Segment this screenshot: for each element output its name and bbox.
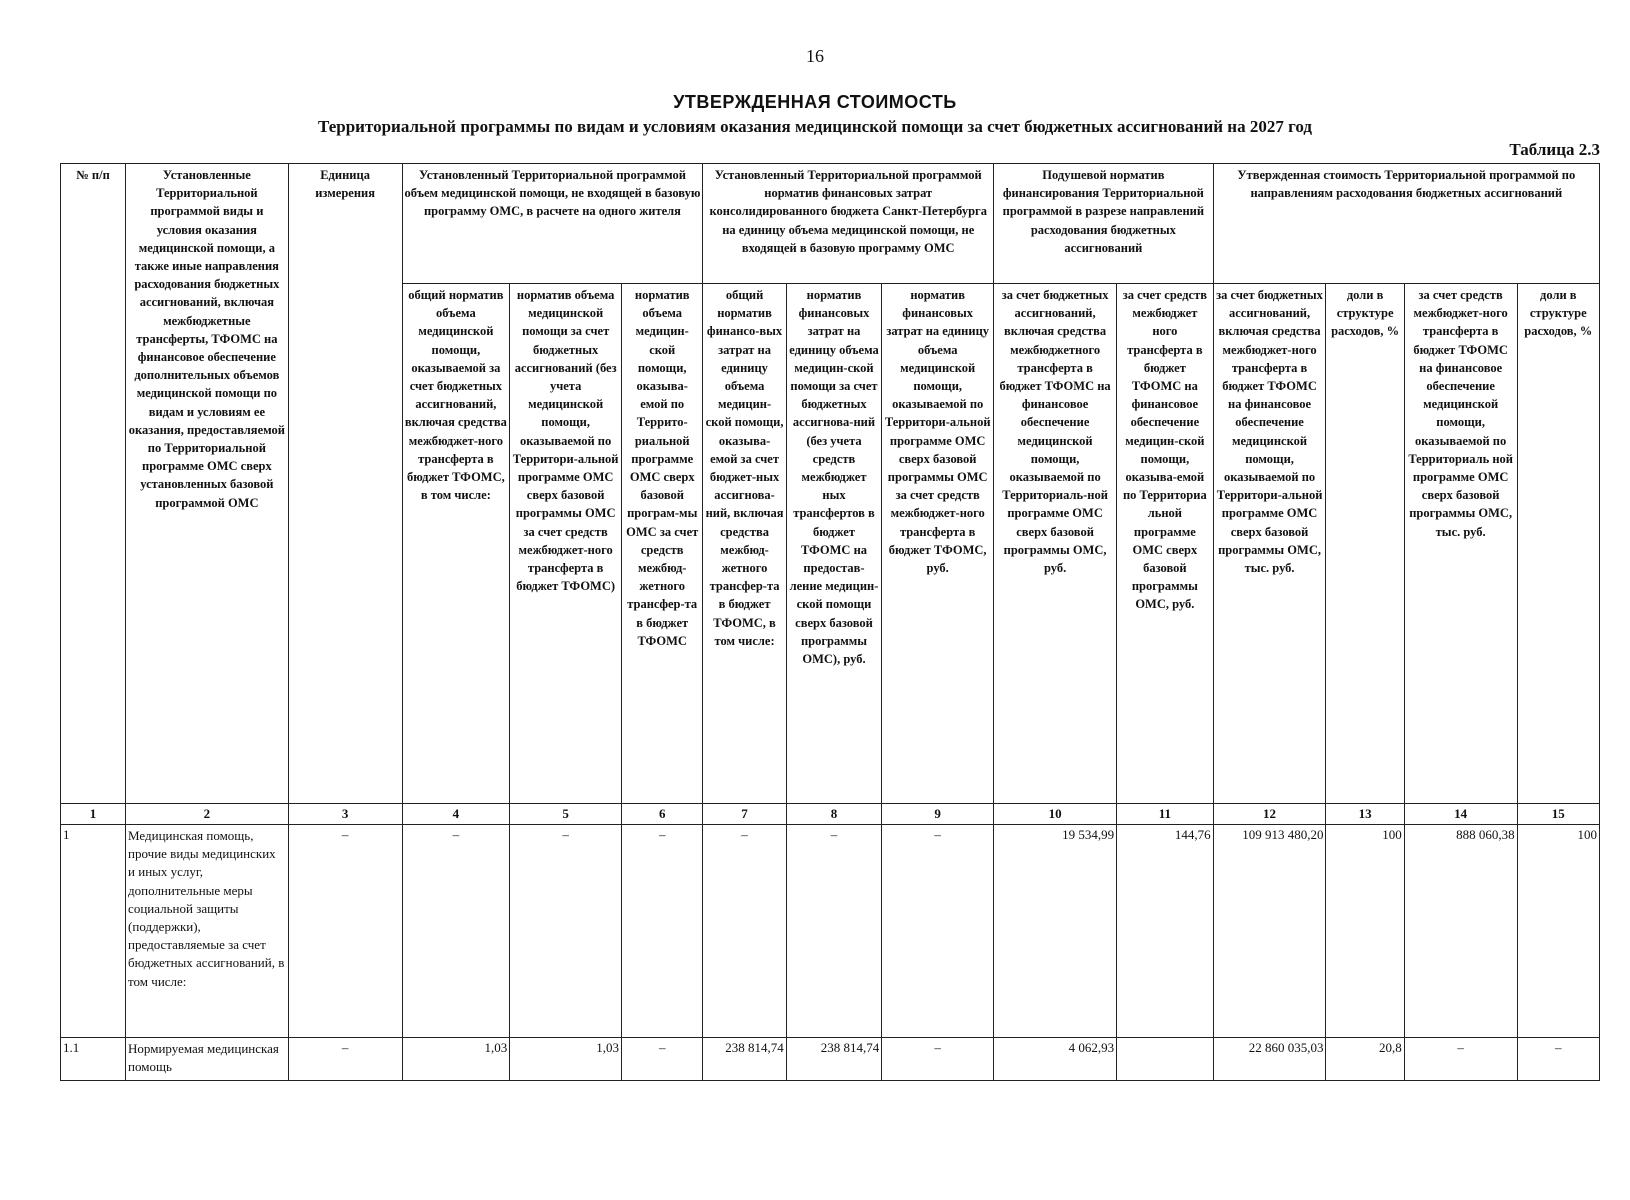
header-row-groups bbox=[61, 164, 1600, 284]
cell-c11 bbox=[1117, 1038, 1214, 1081]
header-col10: за счет бюджетных ассигнований, включая средства межбюджетного трансферта в бюджет ТФОМС на финансовое обеспечение медицинской помощи, оказываемой по Территориаль-ной программе ОМС сверх базовой программы ОМС, руб. bbox=[994, 284, 1117, 804]
header-col12: за счет бюджетных ассигнований, включая средства межбюджет-ного трансферта в бюджет ТФОМС на финансовое обеспечение медицинской помощи, оказываемой по Территори-альной программе ОМС сверх базовой программы ОМС, тыс. руб. bbox=[1213, 284, 1326, 804]
row-number: 1 bbox=[61, 825, 126, 1038]
column-number: 10 bbox=[994, 804, 1117, 825]
cell-c9: – bbox=[882, 1038, 994, 1081]
column-number: 6 bbox=[622, 804, 703, 825]
cell-c7: – bbox=[703, 825, 786, 1038]
header-col1: № п/п bbox=[61, 164, 126, 804]
column-number: 15 bbox=[1517, 804, 1599, 825]
column-number: 9 bbox=[882, 804, 994, 825]
cell-c15: 100 bbox=[1517, 825, 1599, 1038]
column-number: 8 bbox=[786, 804, 882, 825]
row-number: 1.1 bbox=[61, 1038, 126, 1081]
header-group-cost-norm: Установленный Территориальной программой норматив финансовых затрат консолидированного бюджета Санкт-Петербурга на единицу объема медицинской помощи, не входящей в базовую программу ОМС bbox=[703, 164, 994, 284]
column-number: 13 bbox=[1326, 804, 1404, 825]
header-col13: доли в структуре расходов, % bbox=[1326, 284, 1404, 804]
cell-c4: – bbox=[402, 825, 510, 1038]
column-number: 2 bbox=[126, 804, 289, 825]
cell-c5: 1,03 bbox=[510, 1038, 622, 1081]
cell-c4: 1,03 bbox=[402, 1038, 510, 1081]
row-unit: – bbox=[288, 825, 402, 1038]
header-col7: общий норматив финансо-вых затрат на единицу объема медицин-ской помощи, оказыва-емой за счет бюджет-ных ассигнова-ний, включая средства межбюд-жетного трансфер-та в бюджет ТФОМС, в том числе: bbox=[703, 284, 786, 804]
column-number-row bbox=[61, 804, 1600, 825]
header-col15: доли в структуре расходов, % bbox=[1517, 284, 1599, 804]
header-col6: норматив объема медицин-ской помощи, оказыва-емой по Террито-риальной программе ОМС сверх базовой програм-мы ОМС за счет средств межбюд-жетного трансфер-та в бюджет ТФОМС bbox=[622, 284, 703, 804]
column-number: 11 bbox=[1117, 804, 1214, 825]
document-subtitle: Территориальной программы по видам и условиям оказания медицинской помощи за счет бюджетных ассигнований на 2027 год bbox=[318, 117, 1312, 136]
cell-c10: 19 534,99 bbox=[994, 825, 1117, 1038]
row-name: Нормируемая медицинская помощь bbox=[126, 1038, 289, 1081]
cell-c12: 109 913 480,20 bbox=[1213, 825, 1326, 1038]
document-title: УТВЕРЖДЕННАЯ СТОИМОСТЬ bbox=[673, 92, 957, 112]
header-group-volume: Установленный Территориальной программой объем медицинской помощи, не входящей в базовую программу ОМС, в расчете на одного жителя bbox=[402, 164, 703, 284]
column-number: 3 bbox=[288, 804, 402, 825]
header-col3: Единица измерения bbox=[288, 164, 402, 804]
cell-c13: 20,8 bbox=[1326, 1038, 1404, 1081]
header-col5: норматив объема медицинской помощи за счет бюджетных ассигнований (без учета медицинской помощи, оказываемой по Территори-альной программе ОМС сверх базовой программы ОМС за счет средств межбюджет-ного трансферта в бюджет ТФОМС) bbox=[510, 284, 622, 804]
cell-c9: – bbox=[882, 825, 994, 1038]
column-number: 5 bbox=[510, 804, 622, 825]
page-number: 16 bbox=[806, 46, 824, 66]
column-number: 14 bbox=[1404, 804, 1517, 825]
header-col2: Установленные Территориальной программой виды и условия оказания медицинской помощи, а также иные направления расходования бюджетных ассигнований, включая межбюджетные трансферты, ТФОМС на финансовое обеспечение дополнительных объемов медицинской помощи по видам и условиям ее оказания, предоставляемой по Территориальной программе ОМС сверх установленных базовой программой ОМС bbox=[126, 164, 289, 804]
table-label: Таблица 2.3 bbox=[1509, 140, 1600, 159]
cell-c8: 238 814,74 bbox=[786, 1038, 882, 1081]
header-group-approved: Утвержденная стоимость Территориальной программой по направлениям расходования бюджетных ассигнований bbox=[1213, 164, 1599, 284]
column-number: 12 bbox=[1213, 804, 1326, 825]
cell-c6: – bbox=[622, 1038, 703, 1081]
column-number: 4 bbox=[402, 804, 510, 825]
cell-c11: 144,76 bbox=[1117, 825, 1214, 1038]
cell-c14: 888 060,38 bbox=[1404, 825, 1517, 1038]
cell-c15: – bbox=[1517, 1038, 1599, 1081]
header-col8: норматив финансовых затрат на единицу объема медицин-ской помощи за счет бюджетных ассигнова-ний (без учета средств межбюджет ных трансфертов в бюджет ТФОМС на предостав-ление медицин-ской помощи сверх базовой программы ОМС), руб. bbox=[786, 284, 882, 804]
cell-c14: – bbox=[1404, 1038, 1517, 1081]
cell-c10: 4 062,93 bbox=[994, 1038, 1117, 1081]
table-row bbox=[61, 1038, 1600, 1081]
row-name: Медицинская помощь, прочие виды медицинских и иных услуг, дополнительные меры социальной защиты (поддержки), предоставляемые за счет бюджетных ассигнований, в том числе: bbox=[126, 825, 289, 1038]
header-group-per-capita: Подушевой норматив финансирования Территориальной программой в разрезе направлений расходования бюджетных ассигнований bbox=[994, 164, 1214, 284]
row-unit: – bbox=[288, 1038, 402, 1081]
header-col9: норматив финансовых затрат на единицу объема медицинской помощи, оказываемой по Территори-альной программе ОМС сверх базовой программы ОМС за счет средств межбюджет-ного трансферта в бюджет ТФОМС, руб. bbox=[882, 284, 994, 804]
cell-c6: – bbox=[622, 825, 703, 1038]
column-number: 7 bbox=[703, 804, 786, 825]
header-col14: за счет средств межбюджет-ного трансферта в бюджет ТФОМС на финансовое обеспечение медицинской помощи, оказываемой по Территориаль ной программе ОМС сверх базовой программы ОМС, тыс. руб. bbox=[1404, 284, 1517, 804]
cell-c13: 100 bbox=[1326, 825, 1404, 1038]
cell-c5: – bbox=[510, 825, 622, 1038]
header-col4: общий норматив объема медицинской помощи, оказываемой за счет бюджетных ассигнований, включая средства межбюджет-ного трансферта в бюджет ТФОМС, в том числе: bbox=[402, 284, 510, 804]
cell-c12: 22 860 035,03 bbox=[1213, 1038, 1326, 1081]
header-col11: за счет средств межбюджет ного трансферта в бюджет ТФОМС на финансовое обеспечение медицин-ской помощи, оказыва-емой по Территориа льной программе ОМС сверх базовой программы ОМС, руб. bbox=[1117, 284, 1214, 804]
cost-table bbox=[60, 163, 1600, 1081]
cell-c7: 238 814,74 bbox=[703, 1038, 786, 1081]
column-number: 1 bbox=[61, 804, 126, 825]
table-row bbox=[61, 825, 1600, 1038]
cell-c8: – bbox=[786, 825, 882, 1038]
